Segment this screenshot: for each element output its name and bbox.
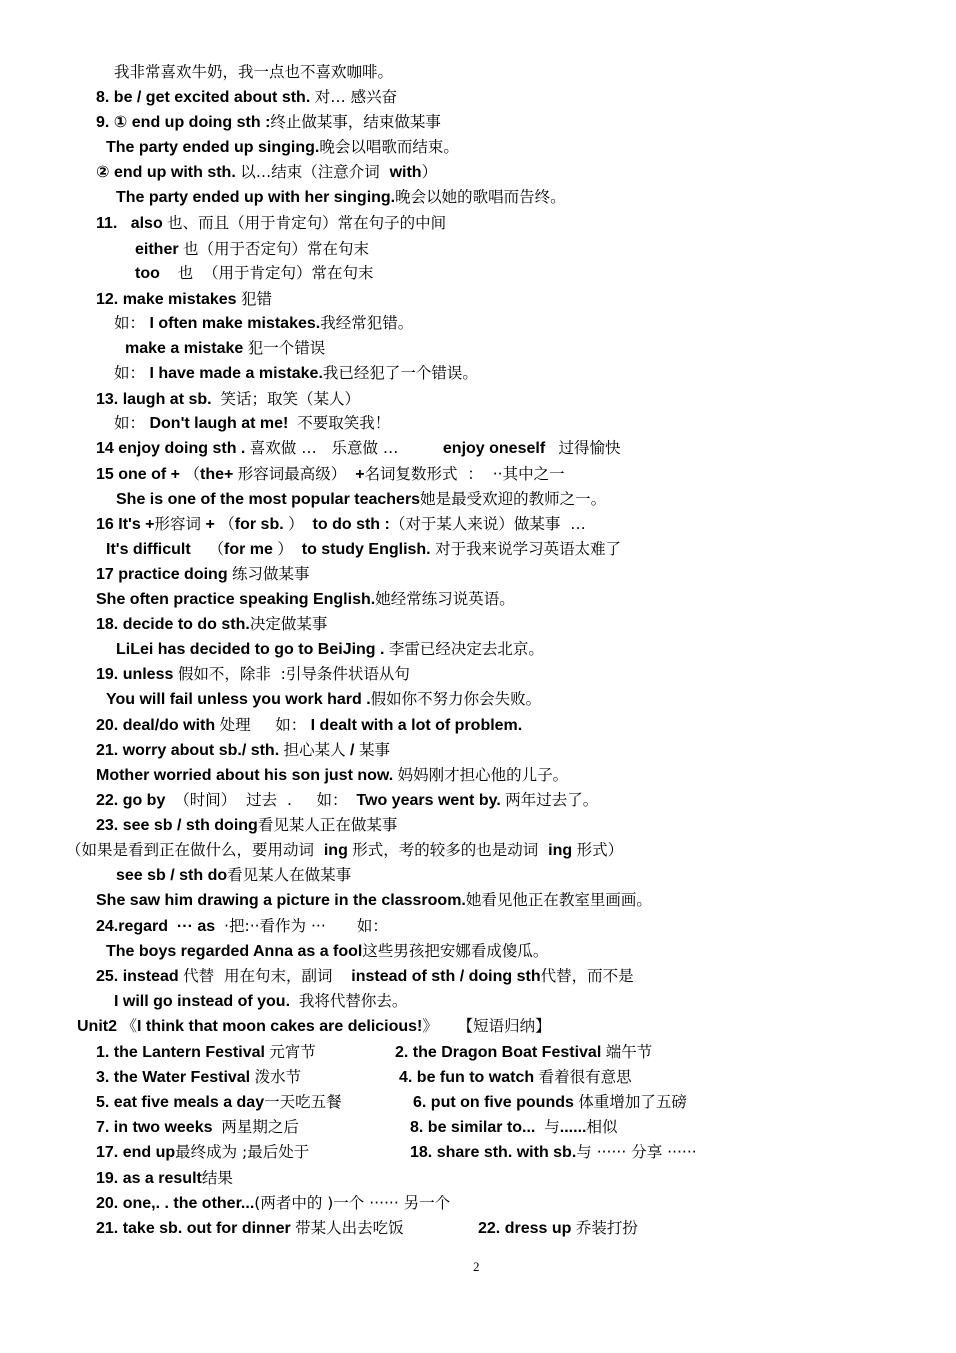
chinese-text: 妈妈刚才担心他的儿子。: [397, 766, 569, 784]
english-text: 22. go by: [96, 792, 175, 809]
text-line: [399, 1067, 632, 1088]
english-text: Mother worried about his son just now.: [96, 767, 398, 784]
text-line: [106, 539, 621, 560]
english-text: 5. eat five meals a day: [96, 1094, 265, 1111]
english-text: 25. instead: [96, 968, 184, 985]
chinese-text: 处理 如：: [219, 716, 307, 734]
english-text: Two years went by.: [347, 792, 506, 809]
text-line: [96, 1142, 309, 1163]
chinese-text: 与 ······ 分享 ······: [576, 1143, 697, 1161]
chinese-text: ）: [421, 163, 438, 181]
chinese-text: 如：: [356, 917, 388, 935]
chinese-text: 我将代替你去。: [298, 992, 408, 1010]
english-text: ......: [559, 1119, 587, 1136]
text-line: [410, 1117, 617, 1138]
chinese-text: 笑话；取笑（某人）: [220, 390, 360, 408]
text-line: [66, 840, 623, 861]
chinese-text: 这些男孩把安娜看成傻瓜。: [362, 942, 549, 960]
chinese-text: 《: [121, 1017, 137, 1035]
text-line: [116, 639, 544, 660]
english-text: 13. laugh at sb.: [96, 391, 221, 408]
text-line: [96, 213, 446, 234]
text-line: [96, 389, 360, 410]
english-text: 2. the Dragon Boat Festival: [395, 1044, 606, 1061]
chinese-text: 对… 感兴奋: [314, 88, 398, 106]
chinese-text: 犯错: [241, 290, 273, 308]
english-text: 6. put on five pounds: [413, 1094, 579, 1111]
english-text: 20. one,. . the other...: [96, 1195, 255, 1212]
text-line: [96, 715, 522, 736]
english-text: 4. be fun to watch: [399, 1069, 539, 1086]
english-text: 8. be / get excited about sth.: [96, 89, 315, 106]
chinese-text: 》 【短语归纳】: [422, 1017, 551, 1035]
chinese-text: 代替，而不是: [540, 967, 634, 985]
english-text: I will go instead of you.: [114, 993, 299, 1010]
text-line: [96, 564, 310, 585]
chinese-text: 决定做某事: [249, 615, 328, 633]
text-line: [96, 614, 327, 635]
text-line: [114, 313, 413, 334]
chinese-text: 如：: [114, 364, 146, 382]
chinese-text: （如果是看到正在做什么，要用动词: [66, 841, 324, 859]
english-text: too: [135, 265, 178, 282]
chinese-text: 看见某人正在做某事: [257, 816, 398, 834]
text-line: [106, 941, 548, 962]
text-line: [478, 1218, 638, 1239]
english-text: LiLei has decided to go to BeiJing .: [116, 641, 389, 658]
english-text: 15 one of +: [96, 466, 185, 483]
text-line: [96, 1067, 301, 1088]
chinese-text: 端午节: [605, 1043, 653, 1061]
chinese-text: (两者中的 )一个 ······ 另一个: [254, 1194, 451, 1212]
chinese-text: 代替 用在句末，副词: [183, 967, 343, 985]
chinese-text: 晚会以唱歌而结束。: [319, 138, 459, 156]
text-line: [106, 689, 541, 710]
english-text: enjoy oneself: [398, 440, 559, 457]
english-text: It's difficult: [106, 541, 209, 558]
text-line: [96, 890, 652, 911]
chinese-text: 她是最受欢迎的教师之一。: [420, 490, 607, 508]
text-line: [96, 112, 441, 133]
chinese-text: 喜欢做 … 乐意做 …: [249, 439, 399, 457]
text-line: [114, 413, 390, 434]
chinese-text: 我非常喜欢牛奶，我一点也不喜欢咖啡。: [114, 63, 394, 81]
chinese-text: 形式，考的较多的也是动词: [352, 841, 549, 859]
english-text: 24.regard ··· as: [96, 918, 225, 935]
text-line: [114, 363, 478, 384]
chinese-text: 犯一个错误: [247, 339, 326, 357]
english-text: 9. ① end up doing sth :: [96, 114, 271, 131]
english-text: 17 practice doing: [96, 566, 233, 583]
english-text: 21. worry about sb./ sth.: [96, 742, 284, 759]
text-line: [114, 991, 407, 1012]
english-text: 18. decide to do sth.: [96, 616, 250, 633]
english-text: either: [135, 241, 184, 258]
text-line: [116, 187, 566, 208]
text-line: [96, 1168, 233, 1189]
english-text: I have made a mistake.: [145, 365, 323, 382]
chinese-text: 看见某人在做某事: [227, 866, 352, 884]
chinese-text: 形式）: [576, 841, 624, 859]
text-line: [96, 790, 598, 811]
english-text: 12. make mistakes: [96, 291, 241, 308]
text-line: [96, 664, 410, 685]
chinese-text: 我已经犯了一个错误。: [322, 364, 478, 382]
chinese-text: 两年过去了。: [505, 791, 599, 809]
english-text: 23. see sb / sth doing: [96, 817, 258, 834]
chinese-text: 也（用于否定句）常在句末: [183, 240, 370, 258]
english-text: 16 It's +: [96, 516, 155, 533]
text-line: [135, 263, 374, 284]
chinese-text: 也 （用于肯定句）常在句末: [177, 264, 374, 282]
chinese-text: 乔装打扮: [575, 1219, 638, 1237]
chinese-text: 假如不，除非 :引导条件状语从句: [177, 665, 410, 683]
chinese-text: 形容词: [154, 515, 202, 533]
text-line: [96, 464, 565, 485]
chinese-text: 对于我来说学习英语太难了: [435, 540, 622, 558]
english-text: You will fail unless you work hard .: [106, 691, 371, 708]
english-text: She saw him drawing a picture in the classroom.: [96, 892, 466, 909]
english-text: 1. the Lantern Festival: [96, 1044, 270, 1061]
text-line: [96, 289, 272, 310]
text-line: [96, 1092, 342, 1113]
chinese-text: 带某人出去吃饭: [295, 1219, 404, 1237]
english-text: The boys regarded Anna as a fool: [106, 943, 363, 960]
page-number: 2: [473, 1259, 480, 1274]
english-text: with: [389, 164, 422, 181]
english-text: 3. the Water Festival: [96, 1069, 255, 1086]
text-line: [96, 1218, 404, 1239]
english-text: +: [201, 516, 220, 533]
english-text: 22. dress up: [478, 1220, 576, 1237]
english-text: [326, 918, 357, 935]
text-line: [116, 865, 351, 886]
english-text: I think that moon cakes are delicious!: [136, 1018, 423, 1035]
english-text: 17. end up: [96, 1144, 176, 1161]
chinese-text: 晚会以她的歌唱而告终。: [395, 188, 566, 206]
chinese-text: （: [208, 540, 224, 558]
english-text: The party ended up singing.: [106, 139, 320, 156]
english-text: ② end up with sth.: [96, 164, 241, 181]
english-text: 14 enjoy doing sth .: [96, 440, 250, 457]
english-text: Unit2: [77, 1018, 122, 1035]
text-line: [96, 765, 568, 786]
chinese-text: ）: [288, 515, 304, 533]
text-line: [96, 589, 515, 610]
english-text: 7. in two weeks: [96, 1119, 222, 1136]
chinese-text: 以…结束（注意介词: [240, 163, 390, 181]
chinese-text: 相似: [586, 1118, 618, 1136]
chinese-text: 形容词最高级）: [237, 465, 347, 483]
text-line: [96, 815, 397, 836]
english-text: see sb / sth do: [116, 867, 228, 884]
english-text: for sb.: [234, 516, 289, 533]
english-text: make a mistake: [125, 340, 248, 357]
chinese-text: ）: [277, 540, 293, 558]
text-line: [96, 966, 634, 987]
chinese-text: 泼水节: [254, 1068, 302, 1086]
text-line: [96, 514, 586, 535]
chinese-text: 李雷已经决定去北京。: [388, 640, 544, 658]
text-line: [413, 1092, 687, 1113]
english-text: She often practice speaking English.: [96, 591, 376, 608]
chinese-text: 看着很有意思: [538, 1068, 632, 1086]
english-text: ing: [323, 842, 353, 859]
chinese-text: ·把:··看作为 ···: [224, 917, 326, 935]
english-text: ing: [548, 842, 577, 859]
chinese-text: 结果: [201, 1169, 233, 1187]
chinese-text: （时间） 过去 . 如：: [174, 791, 348, 809]
chinese-text: 不要取笑我！: [297, 414, 391, 432]
chinese-text: 与: [544, 1118, 560, 1136]
chinese-text: （: [184, 465, 200, 483]
english-text: 18. share sth. with sb.: [410, 1144, 577, 1161]
english-text: for me: [223, 541, 278, 558]
chinese-text: 如：: [114, 314, 146, 332]
text-line: [116, 489, 606, 510]
english-text: I often make mistakes.: [145, 315, 321, 332]
chinese-text: 她看见他正在教室里画画。: [465, 891, 652, 909]
chinese-text: 终止做某事，结束做某事: [270, 113, 441, 131]
english-text: 19. as a result: [96, 1170, 202, 1187]
chinese-text: 元宵节: [269, 1043, 316, 1061]
english-text: I dealt with a lot of problem.: [306, 717, 523, 734]
chinese-text: （对于某人来说）做某事 …: [389, 515, 586, 533]
chinese-text: 如：: [114, 414, 146, 432]
english-text: She is one of the most popular teachers: [116, 491, 421, 508]
chinese-text: 假如你不努力你会失败。: [370, 690, 542, 708]
chinese-text: 担心某人: [283, 741, 346, 759]
chinese-text: 过得愉快: [558, 439, 621, 457]
chinese-text: 也、而且（用于肯定句）常在句子的中间: [167, 214, 447, 232]
english-text: The party ended up with her singing.: [116, 189, 396, 206]
text-line: [77, 1016, 551, 1037]
text-line: [96, 916, 388, 937]
text-line: [96, 438, 621, 459]
chinese-text: 体重增加了五磅: [578, 1093, 687, 1111]
english-text: instead of sth / doing sth: [342, 968, 541, 985]
english-text: 21. take sb. out for dinner: [96, 1220, 296, 1237]
text-line: [106, 137, 459, 158]
text-line: [96, 162, 437, 183]
text-line: [125, 338, 325, 359]
chinese-text: （: [219, 515, 235, 533]
english-text: 8. be similar to...: [410, 1119, 545, 1136]
english-text: to study English.: [292, 541, 436, 558]
chinese-text: 她经常练习说英语。: [375, 590, 515, 608]
text-line: [96, 740, 390, 761]
text-line: [96, 87, 397, 108]
chinese-text: 一天吃五餐: [264, 1093, 342, 1111]
chinese-text: 某事: [358, 741, 390, 759]
text-line: [114, 62, 393, 83]
english-text: the+: [199, 466, 238, 483]
text-line: [96, 1193, 450, 1214]
english-text: /: [345, 742, 359, 759]
text-line: [96, 1042, 316, 1063]
chinese-text: 练习做某事: [232, 565, 310, 583]
chinese-text: 名词复数形式 ： ··其中之一: [364, 465, 565, 483]
english-text: 20. deal/do with: [96, 717, 220, 734]
english-text: 19. unless: [96, 666, 178, 683]
english-text: to do sth :: [303, 516, 390, 533]
english-text: +: [346, 466, 365, 483]
english-text: Don't laugh at me!: [145, 415, 298, 432]
chinese-text: 最终成为 ;最后处于: [175, 1143, 310, 1161]
text-line: [135, 239, 369, 260]
text-line: [395, 1042, 652, 1063]
text-line: [410, 1142, 697, 1163]
english-text: 11. also: [96, 215, 168, 232]
chinese-text: 两星期之后: [221, 1118, 299, 1136]
chinese-text: 我经常犯错。: [320, 314, 414, 332]
text-line: [96, 1117, 299, 1138]
